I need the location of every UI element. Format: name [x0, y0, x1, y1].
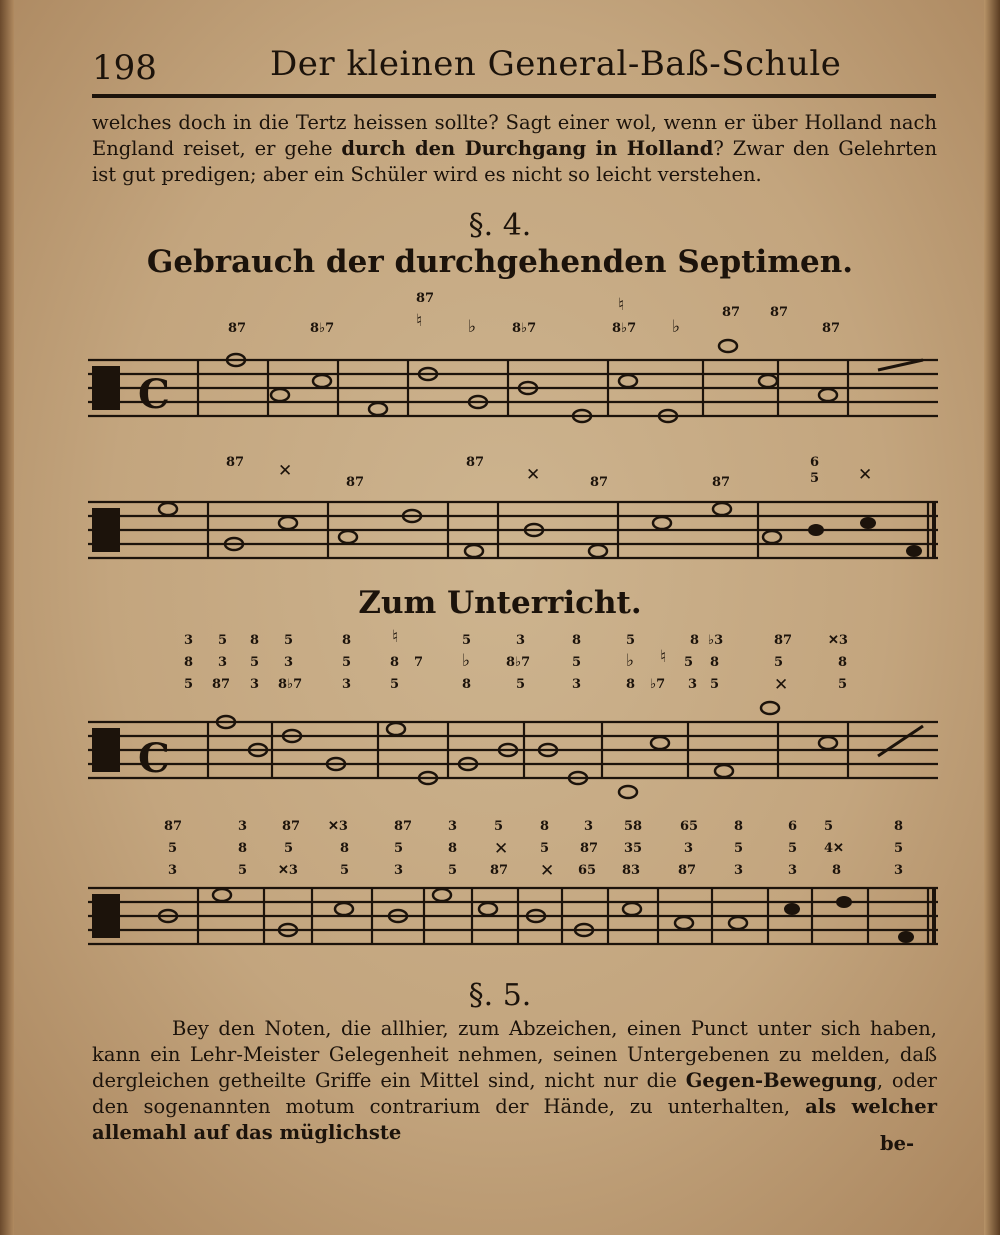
custos: [878, 726, 923, 756]
figure: 87: [678, 863, 697, 878]
figure: ✕3: [278, 863, 298, 878]
figure: 5: [540, 841, 550, 856]
figure: ✕: [526, 465, 541, 485]
figure: 5: [462, 633, 472, 648]
figure: 87: [490, 863, 509, 878]
figure: 3: [284, 655, 294, 670]
figure: 8♭7: [278, 677, 303, 692]
section-5-bold-1: Gegen-Bewegung: [685, 1069, 877, 1092]
figure: 5: [774, 655, 784, 670]
figure: 3: [584, 819, 594, 834]
figure: 83: [622, 863, 641, 878]
music-staff-4: [88, 812, 948, 962]
staff-lines: [88, 888, 938, 944]
svg-text:C: C: [138, 371, 170, 418]
figure: 3: [342, 677, 352, 692]
figure: 35: [624, 841, 643, 856]
music-staff-3: [88, 622, 948, 817]
figure: ✕3: [328, 819, 348, 834]
figure: ♭: [672, 317, 681, 337]
figure: 5: [448, 863, 458, 878]
filled-note: [906, 545, 922, 557]
figure: ✕: [494, 839, 509, 859]
figure: 87: [164, 819, 183, 834]
figure: 3: [184, 633, 194, 648]
figure: 87: [416, 291, 435, 306]
filled-note: [784, 903, 800, 915]
figure: 87: [580, 841, 599, 856]
figure: ✕3: [828, 633, 848, 648]
figure: 87: [394, 819, 413, 834]
intro-bold: durch den Durchgang in Holland: [341, 137, 714, 160]
figured-bass-1: [228, 291, 840, 337]
figure: 8: [734, 819, 744, 834]
figure: 8: [710, 655, 720, 670]
section-5-bold-2: als welcher allemahl auf das müglichste: [92, 1095, 937, 1144]
figure: 3: [684, 841, 694, 856]
figure: 87: [226, 455, 245, 470]
figure: 5: [788, 841, 798, 856]
figure: 87: [466, 455, 485, 470]
figure: 3: [894, 863, 904, 878]
figure: 5: [284, 841, 294, 856]
figure: 8♭7: [512, 321, 537, 336]
staff-lines: [88, 722, 938, 778]
figure: 3: [516, 633, 526, 648]
figure: 8: [462, 677, 472, 692]
figure: 8: [894, 819, 904, 834]
time-signature: C: [138, 735, 170, 782]
figure: 87: [774, 633, 793, 648]
figure: 5: [684, 655, 694, 670]
figure: 5: [342, 655, 352, 670]
figure: 5: [810, 471, 820, 486]
intro-paragraph: [92, 110, 937, 188]
figure: 3: [168, 863, 178, 878]
figure: 87: [282, 819, 301, 834]
figure: 5: [390, 677, 400, 692]
figure: 5: [340, 863, 350, 878]
figure: 87: [212, 677, 231, 692]
figured-bass-2: [226, 455, 872, 490]
figure: 58: [624, 819, 643, 834]
figure: ♭3: [708, 633, 724, 648]
figure: 8: [832, 863, 842, 878]
figure: 3: [734, 863, 744, 878]
figure: 3: [250, 677, 260, 692]
figure: 87: [712, 475, 731, 490]
figure: 8: [342, 633, 352, 648]
lesson-title: Zum Unterricht.: [358, 585, 642, 621]
figure: 5: [394, 841, 404, 856]
figure: 5: [710, 677, 720, 692]
figure: ♮: [618, 295, 625, 315]
figure: 5: [494, 819, 504, 834]
page-number: 198: [92, 48, 157, 88]
clef: [92, 728, 120, 772]
figure: 8: [184, 655, 194, 670]
custos: [878, 360, 923, 370]
section-5-number: §. 5.: [468, 978, 532, 1013]
figure: 87: [722, 305, 741, 320]
figure: 87: [590, 475, 609, 490]
figure: ✕: [858, 465, 873, 485]
figured-bass-3: [184, 627, 848, 695]
figure: 3: [572, 677, 582, 692]
figure: 5: [218, 633, 228, 648]
figure: 5: [626, 633, 636, 648]
figure: 5: [572, 655, 582, 670]
figure: ♭: [468, 317, 477, 337]
figure: ♭7: [650, 677, 666, 692]
section-4-number: §. 4.: [468, 208, 532, 243]
figure: 5: [184, 677, 194, 692]
figure: 5: [250, 655, 260, 670]
figure: 5: [168, 841, 178, 856]
figure: 87: [770, 305, 789, 320]
intro-text-2: ? Zwar den Gelehrten ist gut predigen; aber ein Schüler wird es nicht so leicht verstehen.: [92, 137, 938, 186]
figure: ♭: [462, 651, 471, 671]
figure: 8♭7: [506, 655, 531, 670]
section-5-paragraph: [92, 1016, 937, 1146]
figure: ♮: [392, 627, 399, 647]
section-5-text: Bey den Noten, die allhier, zum Abzeichen, einen Punct unter sich haben, kann ein Lehr-Meister Gelegenheit nehmen, seinen Untergebenen zu melden, daß dergleichen getheilte Griffe ein Mittel sind, nicht nur die: [92, 1017, 937, 1092]
running-title: Der kleinen General-Baß-Schule: [270, 44, 842, 84]
figure: 87: [346, 475, 365, 490]
figure: 3: [788, 863, 798, 878]
figure: 87: [228, 321, 247, 336]
figure: 65: [578, 863, 597, 878]
section-5-text-2: , oder den sogenannten motum contrarium der Hände, zu unterhalten,: [92, 1069, 938, 1118]
figure: 8♭7: [310, 321, 335, 336]
figure: 8: [540, 819, 550, 834]
music-staff-1: [88, 280, 948, 445]
filled-note: [808, 524, 824, 536]
figure: 3: [448, 819, 458, 834]
figure: ♮: [660, 647, 667, 667]
figure: 5: [824, 819, 834, 834]
figure: 8: [250, 633, 260, 648]
figure: 8: [626, 677, 636, 692]
natural-sign: ♮: [416, 311, 423, 331]
filled-note: [898, 931, 914, 943]
figure: 5: [734, 841, 744, 856]
figure: 5: [516, 677, 526, 692]
figure: 5: [838, 677, 848, 692]
intro-text: welches doch in die Tertz heissen sollte? Sagt einer wol, wenn er über Holland nach England reiset, er gehe: [92, 111, 937, 160]
figure: ✕: [278, 461, 293, 481]
figured-bass-4: [164, 819, 903, 881]
music-staff-2: [88, 452, 948, 582]
figure: 8: [690, 633, 700, 648]
catchword: be-: [880, 1132, 915, 1155]
figure: 8: [572, 633, 582, 648]
figure: 6: [810, 455, 820, 470]
header-rule: [92, 94, 936, 98]
staff-lines: [88, 360, 938, 416]
figure: 8: [340, 841, 350, 856]
clef: [92, 894, 120, 938]
clef: [92, 508, 120, 552]
figure: 8♭7: [612, 321, 637, 336]
figure: 8: [448, 841, 458, 856]
figure: ✕: [540, 861, 555, 881]
figure: 3: [688, 677, 698, 692]
figure: 3: [394, 863, 404, 878]
figure: 3: [218, 655, 228, 670]
figure: 3: [238, 819, 248, 834]
figure: 5: [284, 633, 294, 648]
notes-1: [227, 340, 837, 422]
section-4-title: Gebrauch der durchgehenden Septimen.: [146, 244, 854, 280]
figure: 8: [390, 655, 400, 670]
figure: 7: [414, 655, 424, 670]
figure: 5: [238, 863, 248, 878]
figure: ✕: [774, 675, 789, 695]
figure: 4✕: [824, 841, 844, 856]
figure: 8: [238, 841, 248, 856]
figure: 6: [788, 819, 798, 834]
figure: 87: [822, 321, 841, 336]
figure: 5: [894, 841, 904, 856]
filled-note: [860, 517, 876, 529]
figure: 65: [680, 819, 699, 834]
figure: ♭: [626, 651, 635, 671]
filled-note: [836, 896, 852, 908]
figure: 8: [838, 655, 848, 670]
